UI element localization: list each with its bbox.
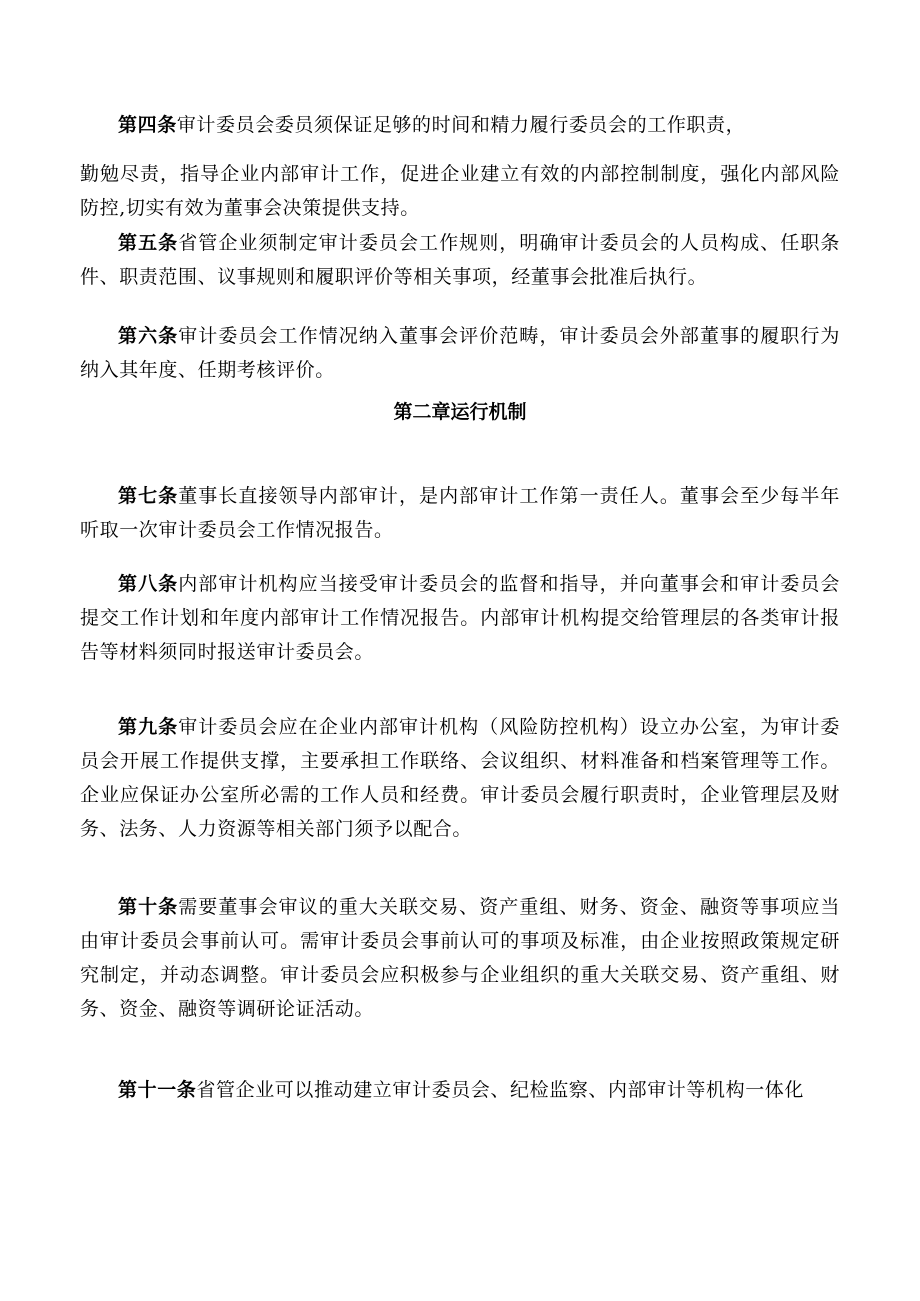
article-7-text: 董事长直接领导内部审计，是内部审计工作第一责任人。董事会至少每半年听取一次审计委员会工作情况报告。 <box>80 485 840 541</box>
article-8-label: 第八条 <box>118 573 179 595</box>
article-4-label: 第四条 <box>118 114 177 136</box>
article-4-first-line <box>80 108 840 142</box>
article-9-paragraph <box>80 710 840 846</box>
article-7-paragraph <box>80 479 840 547</box>
article-10-paragraph <box>80 890 840 1026</box>
article-10-text: 需要董事会审议的重大关联交易、资产重组、财务、资金、融资等事项应当由审计委员会事前认可。需审计委员会事前认可的事项及标准，由企业按照政策规定研究制定，并动态调整。审计委员会应积极参与企业组织的重大关联交易、资产重组、财务、资金、融资等调研论证活动。 <box>80 896 840 1020</box>
article-5-label: 第五条 <box>118 232 179 254</box>
article-5-paragraph <box>80 226 840 294</box>
article-9-text: 审计委员会应在企业内部审计机构（风险防控机构）设立办公室，为审计委员会开展工作提供支撑，主要承担工作联络、会议组织、材料准备和档案管理等工作。企业应保证办公室所必需的工作人员和经费。审计委员会履行职责时，企业管理层及财务、法务、人力资源等相关部门须予以配合。 <box>80 716 840 840</box>
chapter-heading: 第二章运行机制 <box>393 401 527 423</box>
article-5-text: 省管企业须制定审计委员会工作规则，明确审计委员会的人员构成、任职条件、职责范围、议事规则和履职评价等相关事项，经董事会批准后执行。 <box>80 232 840 288</box>
article-7-label: 第七条 <box>118 485 179 507</box>
article-4-continuation <box>80 157 840 225</box>
article-4-line-1: 审计委员会委员须保证足够的时间和精力履行委员会的工作职责， <box>176 114 746 136</box>
article-4-line-2: 勤勉尽责，指导企业内部审计工作，促进企业建立有效的内部控制制度，强化内部风险防控,切实有效为董事会决策提供支持。 <box>80 163 840 219</box>
article-10-label: 第十条 <box>118 896 179 918</box>
article-8-text: 内部审计机构应当接受审计委员会的监督和指导，并向董事会和审计委员会提交工作计划和年度内部审计工作情况报告。内部审计机构提交给管理层的各类审计报告等材料须同时报送审计委员会。 <box>80 573 840 663</box>
article-6-paragraph <box>80 319 840 387</box>
article-8-paragraph <box>80 567 840 669</box>
article-6-label: 第六条 <box>118 325 179 347</box>
article-11-text: 省管企业可以推动建立审计委员会、纪检监察、内部审计等机构一体化 <box>196 1079 805 1101</box>
article-11-paragraph <box>80 1073 840 1107</box>
article-6-text: 审计委员会工作情况纳入董事会评价范畴，审计委员会外部董事的履职行为纳入其年度、任期考核评价。 <box>80 325 840 381</box>
article-9-label: 第九条 <box>118 716 179 738</box>
article-11-label: 第十一条 <box>118 1079 197 1101</box>
